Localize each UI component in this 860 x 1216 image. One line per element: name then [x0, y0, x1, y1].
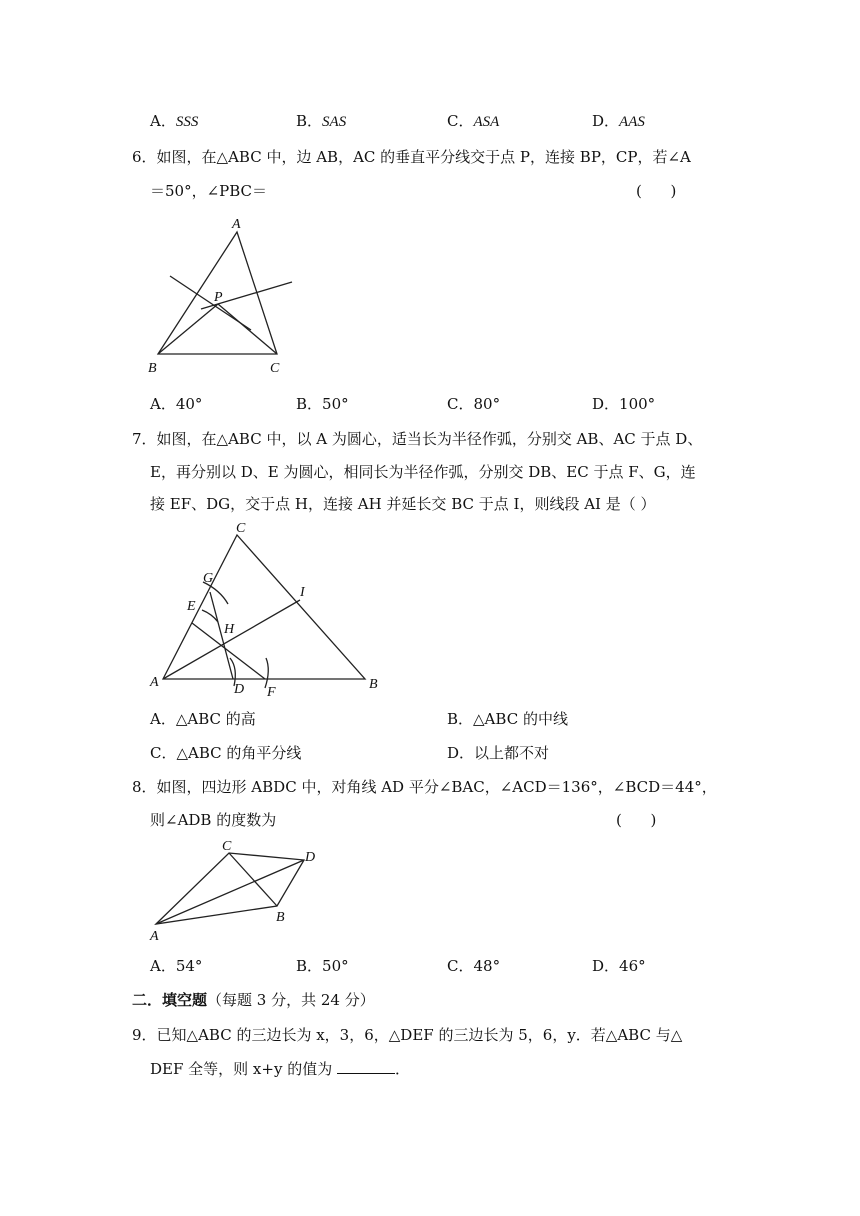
label-d: D [305, 850, 316, 865]
label-e: E [187, 599, 196, 614]
q8-option-d: D．46° [592, 957, 646, 975]
q7-option-a: A．△ABC 的高 [150, 710, 256, 728]
segment-bp [158, 304, 218, 354]
label-a: A [232, 217, 241, 232]
label-i: I [300, 585, 305, 600]
label-g: G [203, 571, 214, 586]
q5-option-c [447, 111, 499, 132]
label-a: A [150, 929, 159, 944]
option-text: SAS [322, 114, 347, 130]
section-2-title: 二．填空题 [132, 991, 208, 1009]
diagonal-cb [229, 853, 277, 906]
arc-f [265, 658, 268, 688]
q8-answer-paren: ( ) [616, 811, 657, 829]
q9-text-suffix: ． [394, 1060, 410, 1078]
q5-option-b [296, 111, 346, 132]
q8-text-line1: 8．如图，四边形 ABDC 中，对角线 AD 平分∠BAC，∠ACD＝136°，∠BCD＝44°， [132, 778, 717, 796]
label-d: D [234, 682, 245, 697]
section-2-note: （每题 3 分，共 24 分） [207, 991, 375, 1009]
q6-option-c: C．80° [447, 395, 501, 413]
q9-answer-blank[interactable] [337, 1059, 395, 1074]
label-f: F [267, 685, 276, 700]
label-a: A [150, 675, 159, 690]
label-c: C [270, 361, 280, 376]
option-text: SSS [175, 114, 199, 130]
q7-figure [140, 518, 390, 703]
q7-text-line2: E，再分别以 D、E 为圆心，相同长为半径作弧，分别交 DB、EC 于点 F、G，连 [150, 463, 696, 481]
q9-text-line1: 9．已知△ABC 的三边长为 x，3，6，△DEF 的三边长为 5，6，y．若△ABC 与△ [132, 1026, 683, 1044]
q7-option-c: C．△ABC 的角平分线 [150, 744, 302, 762]
q9-text-prefix: DEF 全等，则 x+y 的值为 [150, 1060, 333, 1078]
q8-option-b: B．50° [296, 957, 349, 975]
q6-text-line2: ＝50°，∠PBC＝ [150, 182, 268, 200]
q5-option-a [150, 111, 198, 132]
label-b: B [148, 361, 157, 376]
q9-text-line2 [150, 1059, 410, 1079]
q6-text-line1: 6．如图，在△ABC 中，边 AB，AC 的垂直平分线交于点 P，连接 BP，CP，若∠A [132, 148, 691, 166]
option-letter: C． [447, 112, 474, 130]
q8-option-c: C．48° [447, 957, 501, 975]
q8-option-a: A．54° [150, 957, 203, 975]
section-2-heading [132, 990, 375, 1010]
q5-option-d [592, 111, 645, 132]
label-b: B [276, 910, 285, 925]
label-c: C [236, 521, 246, 536]
q7-text-line1: 7．如图，在△ABC 中，以 A 为圆心，适当长为半径作弧，分别交 AB、AC 于点 D、 [132, 430, 703, 448]
label-p: P [214, 290, 223, 305]
label-c: C [222, 839, 232, 854]
option-text: ASA [473, 114, 500, 130]
option-letter: D． [592, 112, 620, 130]
option-text: AAS [619, 114, 645, 130]
label-h: H [224, 622, 235, 637]
q8-figure [140, 836, 340, 946]
q8-text-line2: 则∠ADB 的度数为 [150, 811, 277, 829]
label-b: B [369, 677, 378, 692]
q6-option-b: B．50° [296, 395, 349, 413]
q6-figure [140, 210, 310, 385]
q6-option-a: A．40° [150, 395, 203, 413]
q6-answer-paren: ( ) [636, 182, 677, 200]
q7-text-line3: 接 EF、DG，交于点 H，连接 AH 并延长交 BC 于点 I，则线段 AI 是（ ） [150, 495, 656, 513]
option-letter: B． [296, 112, 323, 130]
q6-option-d: D．100° [592, 395, 656, 413]
q7-option-b: B．△ABC 的中线 [447, 710, 568, 728]
q7-option-d: D．以上都不对 [447, 744, 550, 762]
option-letter: A． [150, 112, 176, 130]
